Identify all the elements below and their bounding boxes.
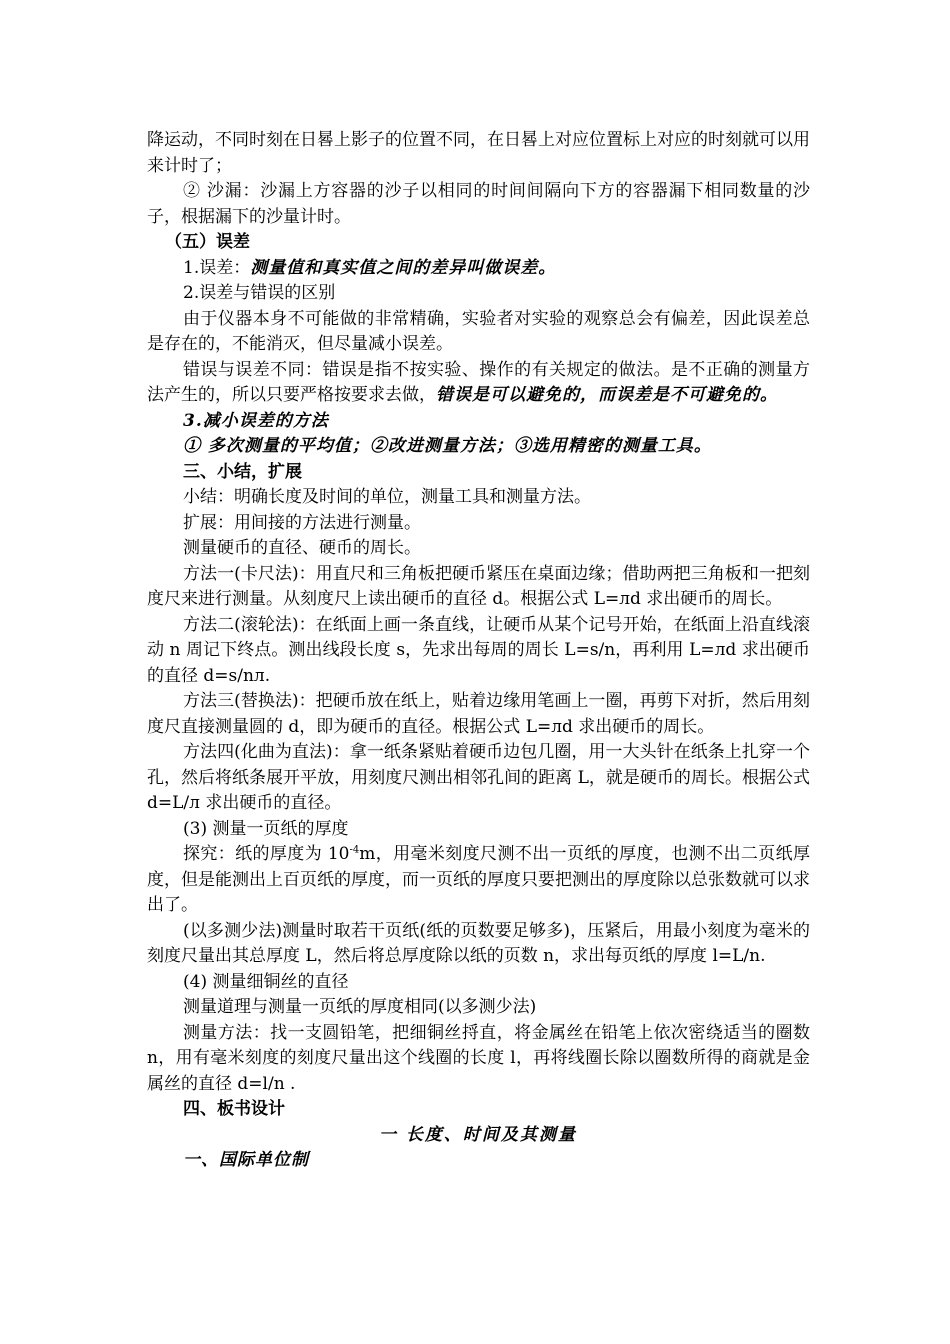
paragraph-method-one: 方法一(卡尺法)：用直尺和三角板把硬币紧压在桌面边缘；借助两把三角板和一把刻度尺来进行测量。从刻度尺上读出硬币的直径 d。根据公式 L=лd 求出硬币的周长。	[147, 563, 810, 609]
heading-paper-thickness: (3) 测量一页纸的厚度	[183, 818, 349, 839]
paper-explore-start: 探究：纸的厚度为 10	[183, 844, 350, 864]
mistake-difference-text: 错误与误差不同：错误是指不按实验、操作的有关规定的做法。是不正确的测量方法产生的，所以只要严格按要求去做，	[147, 359, 810, 405]
paragraph-instrument-error: 由于仪器本身不可能做的非常精确，实验者对实验的观察总会有偏差，因此误差总是存在的，不能消灭，但尽量减小误差。	[147, 308, 810, 354]
heading-summary: 三、小结，扩展	[183, 461, 302, 482]
exponent: -4	[349, 844, 360, 856]
heading-reduce-error: 3.减小误差的方法	[183, 410, 329, 431]
error-definition-label: 1.误差：	[183, 257, 251, 278]
paragraph-error-vs-mistake: 2.误差与错误的区别	[183, 283, 336, 303]
paragraph-error-definition	[147, 256, 810, 282]
paragraph-method-four: 方法四(化曲为直法)：拿一纸条紧贴着硬币边包几圈，用一大头针在纸条上扎穿一个孔，然后将纸条展开平放，用刻度尺测出相邻孔间的距离 L，就是硬币的周长。根据公式 d=L/л 求出硬币的直径。	[147, 742, 810, 813]
paragraph-sundial-end: 降运动，不同时刻在日晷上影子的位置不同，在日晷上对应位置标上对应的时刻就可以用来计时了；	[147, 130, 810, 176]
paragraph-extension: 扩展：用间接的方法进行测量。	[183, 512, 421, 533]
paper-explore-rest: m，用毫米刻度尺测不出一页纸的厚度，也测不出二页纸厚度，但是能测出上百页纸的厚度，而一页纸的厚度只要把测出的厚度除以总张数就可以求出了。	[147, 844, 810, 915]
paragraph-hourglass: ② 沙漏：沙漏上方容器的沙子以相同的时间间隔向下方的容器漏下相同数量的沙子，根据漏下的沙量计时。	[147, 181, 810, 227]
paragraph-method-three: 方法三(替换法)：把硬币放在纸上，贴着边缘用笔画上一圈，再剪下对折，然后用刻度尺直接测量圆的 d，即为硬币的直径。根据公式 L=лd 求出硬币的周长。	[147, 691, 810, 737]
board-title: 一 长度、时间及其测量	[379, 1124, 577, 1145]
error-definition-text: 测量值和真实值之间的差异叫做误差。	[250, 257, 557, 278]
heading-wire-diameter: (4) 测量细铜丝的直径	[183, 971, 349, 992]
board-heading-si: 一、国际单位制	[183, 1150, 309, 1170]
paragraph-method-two: 方法二(滚轮法)：在纸面上画一条直线，让硬币从某个记号开始，在纸面上沿直线滚动 n 周记下终点。测出线段长度 s，先求出每周的周长 L=s/n，再利用 L=лd 求出硬币的直径 d=s/nл.	[147, 614, 810, 686]
heading-board-design: 四、板书设计	[183, 1099, 285, 1119]
paragraph-paper-explore	[147, 842, 810, 919]
paragraph-wire-principle: 测量道理与测量一页纸的厚度相同(以多测少法)	[183, 997, 537, 1017]
paragraph-mistake-difference	[147, 358, 810, 409]
paragraph-paper-method: (以多测少法)测量时取若干页纸(纸的页数要足够多)，压紧后，用最小刻度为毫米的刻度尺量出其总厚度 L，然后将总厚度除以纸的页数 n，求出每页纸的厚度 l=L/n.	[147, 920, 810, 966]
heading-error: （五）误差	[165, 232, 250, 252]
paragraph-wire-method: 测量方法：找一支圆铅笔，把细铜丝捋直，将金属丝在铅笔上依次密绕适当的圈数 n，用有毫米刻度的刻度尺量出这个线圈的长度 l，再将线圈长除以圈数所得的商就是金属丝的直径 d=l/n .	[147, 1022, 810, 1094]
paragraph-summary: 小结：明确长度及时间的单位，测量工具和测量方法。	[183, 487, 591, 507]
paragraph-coin-task: 测量硬币的直径、硬币的周长。	[183, 538, 421, 558]
mistake-avoidable-text: 错误是可以避免的，而误差是不可避免的。	[436, 385, 778, 405]
paragraph-reduce-error-methods: ① 多次测量的平均值；②改进测量方法；③选用精密的测量工具。	[183, 436, 712, 456]
document-body	[147, 128, 810, 1174]
